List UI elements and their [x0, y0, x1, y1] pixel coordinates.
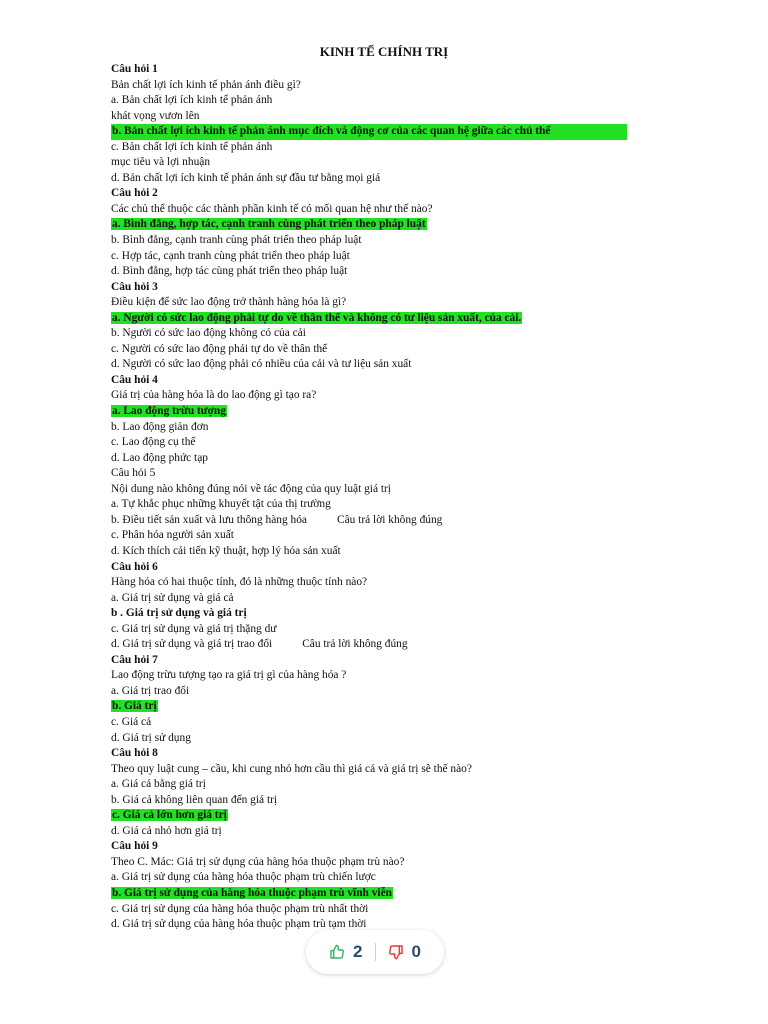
line-text: Điều kiện để sức lao động trở thành hàng hóa là gì?: [111, 296, 347, 309]
document-content: [111, 62, 671, 933]
text-line: [111, 684, 671, 700]
answer-feedback: Câu trả lời không đúng: [336, 513, 443, 526]
text-line: [111, 513, 671, 529]
text-line: [111, 78, 671, 94]
vote-divider: [375, 943, 376, 961]
text-line: [111, 777, 671, 793]
line-text: c. Hợp tác, cạnh tranh cùng phát triển theo pháp luật: [111, 249, 350, 262]
question-heading: [111, 560, 671, 576]
text-line: [111, 124, 671, 140]
text-line: [111, 808, 671, 824]
line-text: c. Giá trị sử dụng của hàng hóa thuộc phạm trù nhất thời: [111, 902, 369, 915]
line-text: a. Giá trị sử dụng và giá cả: [111, 591, 234, 604]
question-heading: [111, 186, 671, 202]
line-text: a. Giá cả bằng giá trị: [111, 778, 206, 791]
correct-answer-highlight: a. Bình đẳng, hợp tác, cạnh tranh cùng phát triển theo pháp luật: [112, 218, 426, 231]
line-text: Câu hỏi 6: [111, 560, 158, 573]
line-text: Câu hỏi 8: [111, 747, 158, 760]
text-line: [111, 311, 671, 327]
text-line: [111, 435, 671, 451]
text-line: [111, 855, 671, 871]
line-text: d. Giá trị sử dụng của hàng hóa thuộc phạm trù tạm thời: [111, 918, 367, 931]
text-line: [111, 637, 671, 653]
line-text: Câu hỏi 5: [111, 467, 156, 480]
text-line: [111, 762, 671, 778]
line-text: Giá trị của hàng hóa là do lao động gì tạo ra?: [111, 389, 317, 402]
text-line: [111, 886, 671, 902]
line-text: d. Lao động phức tạp: [111, 451, 208, 464]
correct-answer-highlight: a. Lao động trừu tượng: [112, 405, 226, 418]
text-line: [111, 233, 671, 249]
line-text: Câu hỏi 9: [111, 840, 158, 853]
line-text: Bản chất lợi ích kinh tế phản ánh điều gì?: [111, 78, 301, 91]
line-text: c. Bản chất lợi ích kinh tế phản ánh: [111, 140, 273, 153]
line-text: b. Lao động giản đơn: [111, 420, 209, 433]
text-line: [111, 155, 671, 171]
thumbs-up-icon: [329, 944, 345, 960]
text-line: [111, 824, 671, 840]
document-title: KINH TẾ CHÍNH TRỊ: [319, 44, 449, 59]
text-line: [111, 793, 671, 809]
text-line: [111, 140, 671, 156]
vote-widget: [306, 930, 444, 974]
thumbs-down-icon: [388, 944, 404, 960]
line-text: c. Giá trị sử dụng và giá trị thặng dư: [111, 622, 277, 635]
line-text: a. Giá trị sử dụng của hàng hóa thuộc phạm trù chiến lược: [111, 871, 376, 884]
text-line: [111, 342, 671, 358]
question-heading: [111, 373, 671, 389]
line-text: d. Giá cả nhỏ hơn giá trị: [111, 824, 222, 837]
text-line: [111, 420, 671, 436]
line-text: a. Bản chất lợi ích kinh tế phản ánh: [111, 94, 273, 107]
text-line: [111, 606, 671, 622]
line-text: b. Bình đẳng, cạnh tranh cùng phát triển theo pháp luật: [111, 234, 362, 247]
line-text: d. Kích thích cải tiến kỹ thuật, hợp lý hóa sản xuất: [111, 544, 341, 557]
correct-answer-highlight: a. Người có sức lao động phải tự do về thân thể và không có tư liệu sản xuất, của cải.: [112, 311, 522, 324]
answer-feedback: Câu trả lời không đúng: [302, 638, 408, 651]
question-heading: [111, 746, 671, 762]
line-text: c. Người có sức lao động phải tự do về thân thể: [111, 342, 328, 355]
text-line: [111, 249, 671, 265]
downvote-button[interactable]: [388, 942, 421, 962]
line-text: c. Giá cả: [111, 715, 152, 728]
line-text: Lao động trừu tượng tạo ra giá trị gì của hàng hóa ?: [111, 669, 347, 682]
line-text: Nội dung nào không đúng nói về tác động của quy luật giá trị: [111, 482, 391, 495]
text-line: [111, 171, 671, 187]
upvote-button[interactable]: [329, 942, 362, 962]
text-line: [111, 466, 671, 482]
correct-answer-highlight: c. Giá cả lớn hơn giá trị: [112, 809, 227, 822]
text-line: [111, 482, 671, 498]
text-line: [111, 902, 671, 918]
text-line: [111, 326, 671, 342]
line-text: Câu hỏi 1: [111, 63, 158, 75]
line-text: c. Lao động cụ thể: [111, 436, 196, 449]
text-line: [111, 497, 671, 513]
correct-answer-highlight: b. Giá trị: [112, 700, 157, 713]
text-line: [111, 715, 671, 731]
line-text: khát vọng vươn lên: [111, 109, 200, 122]
text-line: [111, 668, 671, 684]
text-line: [111, 202, 671, 218]
line-text: c. Phân hóa người sản xuất: [111, 529, 234, 542]
downvote-count: 0: [411, 942, 421, 961]
line-text: Câu hỏi 4: [111, 373, 158, 386]
text-line: [111, 388, 671, 404]
correct-answer-highlight: b. Giá trị sử dụng của hàng hóa thuộc phạm trù vĩnh viễn: [112, 886, 392, 899]
text-line: [111, 217, 671, 233]
text-line: [111, 357, 671, 373]
line-text: d. Giá trị sử dụng: [111, 731, 191, 744]
question-heading: [111, 280, 671, 296]
text-line: [111, 870, 671, 886]
question-heading: [111, 839, 671, 855]
line-text: b . Giá trị sử dụng và giá trị: [111, 607, 247, 620]
line-text: Theo C. Mác: Giá trị sử dụng của hàng hóa thuộc phạm trù nào?: [111, 855, 405, 868]
question-heading: [111, 653, 671, 669]
text-line: [111, 544, 671, 560]
text-line: [111, 699, 671, 715]
question-heading: [111, 62, 671, 78]
text-line: [111, 451, 671, 467]
line-text: d. Người có sức lao động phải có nhiều của cải và tư liệu sản xuất: [111, 358, 412, 371]
line-text: d. Giá trị sử dụng và giá trị trao đổi: [111, 638, 273, 651]
text-line: [111, 93, 671, 109]
line-text: Câu hỏi 2: [111, 187, 158, 200]
upvote-count: 2: [353, 942, 363, 961]
line-text: Câu hỏi 3: [111, 280, 158, 293]
line-text: a. Tự khắc phục những khuyết tật của thị trường: [111, 498, 331, 511]
text-line: [111, 109, 671, 125]
line-text: Câu hỏi 7: [111, 653, 158, 666]
text-line: [111, 575, 671, 591]
line-text: b. Giá cả không liên quan đến giá trị: [111, 793, 278, 806]
line-text: a. Giá trị trao đổi: [111, 684, 190, 697]
line-text: mục tiêu và lợi nhuận: [111, 156, 211, 169]
line-text: d. Bản chất lợi ích kinh tế phản ánh sự đầu tư bằng mọi giá: [111, 171, 381, 184]
line-text: b. Điều tiết sản xuất và lưu thông hàng hóa: [111, 513, 307, 526]
correct-answer-highlight: b. Bản chất lợi ích kinh tế phản ánh mục đích và động cơ của các quan hệ giữa các chủ thể: [111, 124, 627, 140]
line-text: d. Bình đẳng, hợp tác cùng phát triển theo pháp luật: [111, 265, 348, 278]
line-text: Hàng hóa có hai thuộc tính, đó là những thuộc tính nào?: [111, 576, 368, 589]
line-text: b. Người có sức lao động không có của cải: [111, 327, 306, 340]
text-line: [111, 264, 671, 280]
text-line: [111, 731, 671, 747]
line-text: Theo quy luật cung – cầu, khi cung nhỏ hơn cầu thì giá cả và giá trị sẽ thế nào?: [111, 762, 472, 775]
text-line: [111, 295, 671, 311]
text-line: [111, 528, 671, 544]
text-line: [111, 591, 671, 607]
text-line: [111, 404, 671, 420]
text-line: [111, 622, 671, 638]
line-text: Các chủ thể thuộc các thành phần kinh tế có mối quan hệ như thế nào?: [111, 202, 433, 215]
